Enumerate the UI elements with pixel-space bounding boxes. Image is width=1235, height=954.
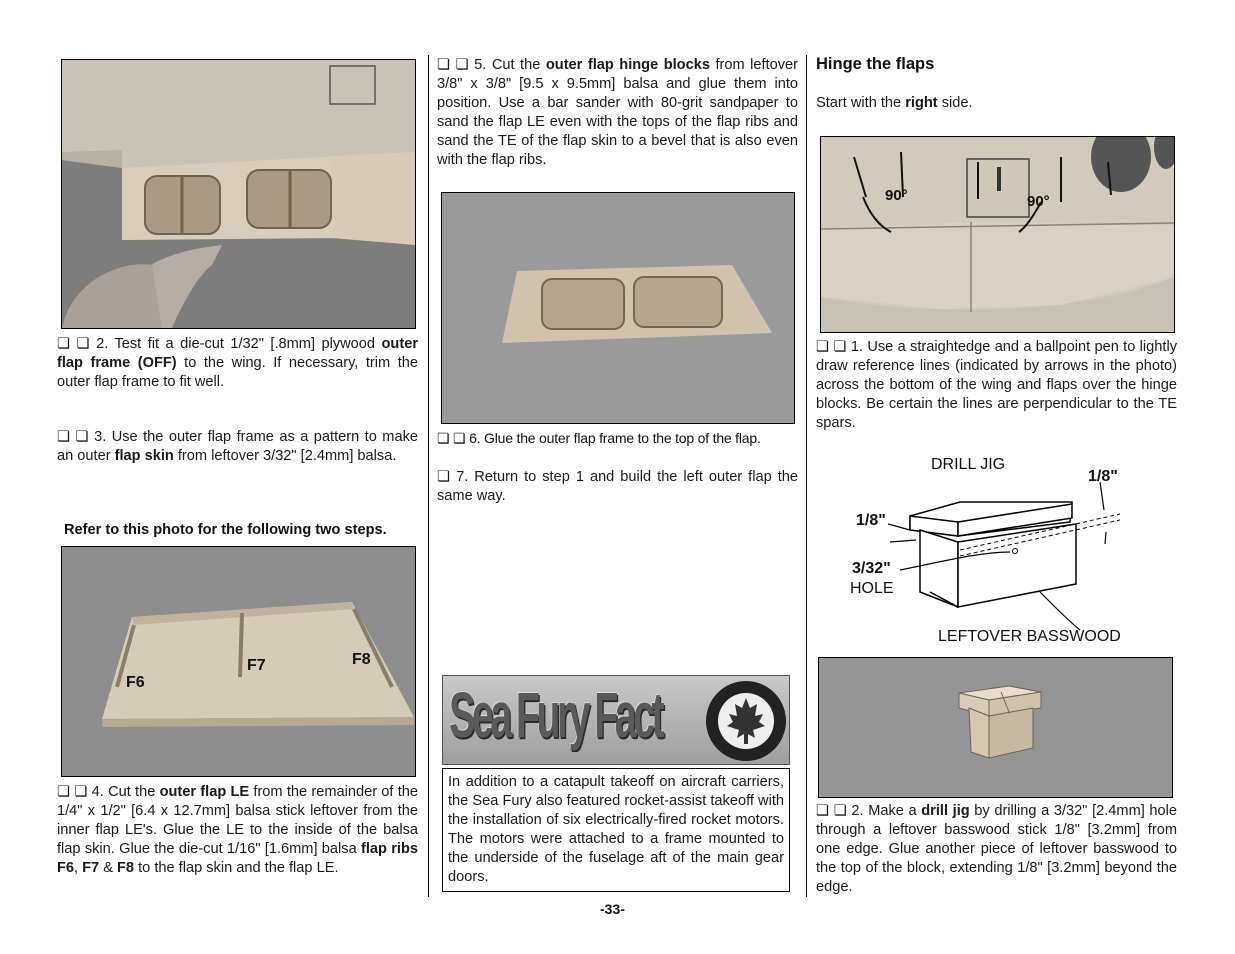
intro-prefix: Start with the (816, 95, 906, 111)
diagram-title: DRILL JIG (931, 456, 1006, 473)
step-4-part-2: from the remainder of the 1/4" x 1/2" [6.4 x 12.7mm] balsa stick leftover from the inner flap LE's. Glue the LE to the inside of the balsa flap skin. Glue the die-cut 1/16" [1.6mm] balsa (57, 784, 418, 857)
step-4-text (57, 783, 418, 878)
column-divider-left (428, 55, 429, 897)
step-3-suffix: from leftover 3/32" [2.4mm] balsa. (173, 448, 397, 464)
diagram-hole-size: 3/32" (852, 560, 891, 577)
step-6-text: ❏ ❏ 6. Glue the outer flap frame to the top of the flap. (437, 430, 761, 446)
diagram-block-label: LEFTOVER BASSWOOD (938, 628, 1121, 645)
right-step-1-text: ❏ ❏ 1. Use a straightedge and a ballpoint pen to lightly draw reference lines (indicated by arrows in the photo) across the bottom of the wing and flaps over the hinge blocks. Be certain the lines are perpendicular to the TE spars. (816, 339, 1177, 431)
fact-text: In addition to a catapult takeoff on aircraft carriers, the Sea Fury also featured rocket-assist takeoff with the installation of six electrically-fired rocket motors. The motors were attached to a frame mounted to the underside of the fuselage aft of the main gear doors. (448, 774, 784, 885)
step-4-bold-2: flap ribs F6 (57, 841, 419, 876)
step-4-part-1: ❏ ❏ 4. Cut the (57, 784, 160, 800)
page-number: -33- (600, 901, 625, 917)
sea-fury-fact-box (442, 768, 790, 892)
drill-jig-photo (818, 657, 1173, 798)
logo-text: Sea Fury Fact (449, 679, 661, 751)
label-f8: F8 (352, 651, 371, 668)
diagram-dim-top: 1/8" (1088, 468, 1118, 485)
step-4-part-5: to the flap skin and the flap LE. (134, 860, 339, 876)
maple-leaf-roundel-icon (705, 680, 787, 762)
diagram-hole-label: HOLE (850, 580, 894, 597)
angle-label-right: 90° (1027, 193, 1050, 210)
step-5-text (437, 56, 798, 170)
right-step-2-prefix: ❏ ❏ 2. Make a (816, 803, 922, 819)
step-5-prefix: ❏ ❏ 5. Cut the (437, 57, 546, 73)
intro-bold: right (905, 95, 938, 111)
label-f7: F7 (247, 657, 266, 674)
column-divider-right (806, 55, 807, 897)
step-3-prefix: ❏ ❏ 3. Use the outer flap frame as a pattern to make an outer (57, 429, 418, 464)
drill-jig-diagram (830, 452, 1150, 652)
label-f6: F6 (126, 674, 145, 691)
intro-text (816, 94, 1177, 113)
wing-flap-frame-photo (61, 59, 416, 329)
right-step-2-bold: drill jig (921, 803, 970, 819)
step-5-bold: outer flap hinge blocks (545, 57, 710, 73)
step-4-bold-3: F7 (82, 860, 100, 876)
step-7-text: ❏ 7. Return to step 1 and build the left outer flap the same way. (437, 469, 798, 504)
step-3-text (57, 428, 418, 466)
angle-label-left: 90° (885, 187, 908, 204)
step-5-suffix: from leftover 3/8" x 3/8" [9.5 x 9.5mm] balsa and glue them into position. Use a bar sander with 80-grit sandpaper to sand the flap LE even with the tops of the flap ribs and sand the TE of the flap skin to a bevel that is also even with the flap ribs. (437, 57, 799, 168)
step-2-prefix: ❏ ❏ 2. Test fit a die-cut 1/32" [.8mm] plywood (57, 336, 382, 352)
right-step-2-suffix: by drilling a 3/32" [2.4mm] hole through a leftover basswood stick 1/8" [3.2mm] from one edge. Glue another piece of leftover basswood to the top of the block, extending 1/8" [3.2mm] beyond the edge. (816, 803, 1177, 895)
step-4-bold-4: F8 (117, 860, 135, 876)
step-3-bold: flap skin (114, 448, 174, 464)
flap-ribs-photo (61, 546, 416, 777)
refer-caption: Refer to this photo for the following two steps. (64, 522, 387, 538)
sea-fury-fact-logo (442, 675, 790, 765)
wing-bottom-reference-lines-photo (820, 136, 1175, 333)
step-2-suffix: to the wing. If necessary, trim the outer flap frame to fit well. (57, 355, 419, 390)
section-heading: Hinge the flaps (816, 55, 935, 73)
step-2-bold: outer flap frame (OFF) (57, 336, 418, 371)
step-4-part-4: & (99, 860, 118, 876)
flap-frame-photo (441, 192, 795, 424)
right-step-2-text (816, 802, 1177, 897)
diagram-dim-left: 1/8" (856, 512, 886, 529)
intro-suffix: side. (937, 95, 973, 111)
step-4-bold-1: outer flap LE (159, 784, 250, 800)
step-2-text (57, 335, 418, 392)
step-4-part-3: , (74, 860, 83, 876)
